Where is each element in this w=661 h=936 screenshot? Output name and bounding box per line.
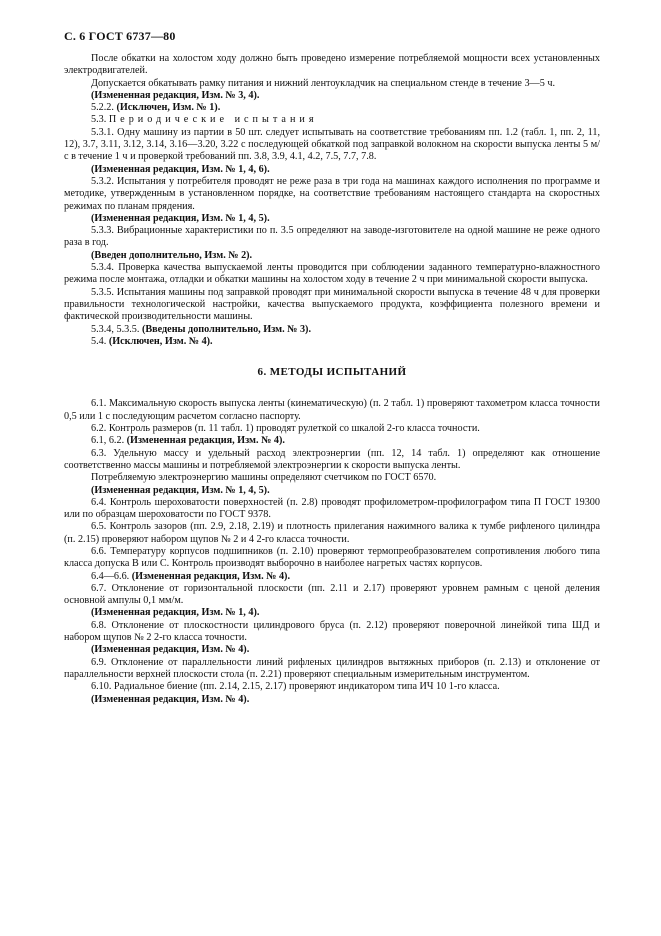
paragraph: [64, 620, 600, 645]
paragraph-text: 5.3.4, 5.3.5.: [91, 323, 142, 335]
paragraph-text: После обкатки на холостом ходу должно быть проведено измерение потребляемой мощности всех установленных электродвигателей.: [64, 53, 600, 77]
paragraph-text: 6.9. Отклонение от параллельности линий рифленых цилиндров вытяжных приборов (п. 2.13) и отклонение от параллельности верхней плоскости стола (п. 2.21) проверяют специальным измерительным инструментом.: [64, 656, 600, 680]
paragraph: [64, 607, 600, 619]
paragraph: [64, 485, 600, 497]
paragraph-text: 6.10. Радиальное биение (пп. 2.14, 2.15, 2.17) проверяют индикатором типа ИЧ 10 1-го класса.: [91, 681, 500, 693]
paragraph-text: 6.2. Контроль размеров (п. 11 табл. 1) проводят рулеткой со шкалой 2-го класса точности.: [91, 423, 480, 435]
paragraph-text: 6.1. Максимальную скорость выпуска ленты (кинематическую) (п. 2 табл. 1) проверяют тахометром класса точности 0,5 или 1 с последующим расчетом согласно паспорту.: [64, 398, 600, 422]
paragraph: [64, 336, 600, 348]
paragraph: [64, 114, 600, 126]
paragraph: [64, 423, 600, 435]
paragraph: [64, 398, 600, 423]
page-header: С. 6 ГОСТ 6737—80: [64, 29, 176, 43]
paragraph-text: 5.3.4. Проверка качества выпускаемой ленты проводится при соблюдении заданного температурно-влажностного режима после монтажа, отладки и обкатки машины на холостом ходу в течение 2 ч при минимальной скорости выпуска.: [64, 262, 600, 286]
paragraph: [64, 448, 600, 473]
paragraph: [64, 225, 600, 250]
section-5: [64, 53, 600, 348]
paragraph: [64, 435, 600, 447]
paragraph-text: 5.3.1. Одну машину из партии в 50 шт. следует испытывать на соответствие требованиям пп. 1.2 (табл. 1, пп. 2, 11, 12), 3.7, 3.11, 3.12, 3.14, 3.16—3.20, 3.22 с последующей обкаткой под заправкой волокном на скорости выпуска ленты 5 м/с в течение 1 ч и проверкой требований пп. 3.8, 3.9, 4.1, 4.2, 7.5, 7.7, 7.8.: [64, 126, 600, 163]
spaced-heading: Периодические испытания: [108, 114, 318, 126]
paragraph: [64, 546, 600, 571]
paragraph-text: 5.3.2. Испытания у потребителя проводят не реже раза в три года на машинах каждого исполнения по программе и методике, утвержденным в установленном порядке, на соответствие требованиям настоящего стандарта на скоростных режимах по планам прядения.: [64, 175, 600, 212]
section-6: [64, 398, 600, 705]
page-content: [64, 53, 600, 706]
paragraph: [64, 78, 600, 90]
paragraph-text: 6.3. Удельную массу и удельный расход электроэнергии (пп. 12, 14 табл. 1) определяют как отношение соответственно массы машины и потребляемой электроэнергии к скорости выпуска ленты.: [64, 447, 600, 471]
amendment-note: (Измененная редакция, Изм. № 1, 4, 5).: [91, 484, 270, 496]
paragraph-text: 5.3.3. Вибрационные характеристики по п. 3.5 определяют на заводе-изготовителе на одной машине не реже одного раза в год.: [64, 225, 600, 249]
amendment-note: (Измененная редакция, Изм. № 1, 4, 5).: [91, 212, 270, 224]
amendment-note: (Исключен, Изм. № 4).: [108, 335, 213, 347]
paragraph: [64, 164, 600, 176]
paragraph: [64, 657, 600, 682]
amendment-note: (Измененная редакция, Изм. № 4).: [126, 435, 285, 447]
section-6-title: 6. МЕТОДЫ ИСПЫТАНИЙ: [257, 366, 407, 379]
amendment-note: (Измененная редакция, Изм. № 4).: [91, 644, 250, 656]
paragraph: [64, 102, 600, 114]
paragraph: [64, 90, 600, 102]
paragraph-text: Потребляемую электроэнергию машины определяют счетчиком по ГОСТ 6570.: [91, 472, 437, 484]
paragraph: [64, 571, 600, 583]
amendment-note: (Измененная редакция, Изм. № 1, 4).: [91, 607, 260, 619]
paragraph: [64, 287, 600, 324]
paragraph: [64, 176, 600, 213]
paragraph: [64, 53, 600, 78]
paragraph-text: 5.2.2.: [91, 102, 117, 114]
amendment-note: (Измененная редакция, Изм. № 4).: [91, 693, 250, 705]
paragraph: [64, 644, 600, 656]
paragraph-text: 5.3.: [91, 114, 109, 126]
paragraph: [64, 324, 600, 336]
paragraph: [64, 250, 600, 262]
amendment-note: (Измененная редакция, Изм. № 3, 4).: [91, 89, 260, 101]
paragraph-text: Допускается обкатывать рамку питания и нижний лентоукладчик на специальном стенде в течение 3—5 ч.: [91, 77, 556, 89]
paragraph-text: 6.7. Отклонение от горизонтальной плоскости (пп. 2.11 и 2.17) проверяют уровнем рамным с ценой деления основной ампулы 0,1 мм/м.: [64, 582, 600, 607]
paragraph: [64, 681, 600, 693]
amendment-note: (Введен дополнительно, Изм. № 2).: [91, 249, 253, 261]
paragraph: [64, 583, 600, 608]
paragraph-text: 5.4.: [91, 335, 109, 347]
paragraph: [64, 213, 600, 225]
paragraph: [64, 521, 600, 546]
paragraph-text: 6.1, 6.2.: [91, 435, 127, 447]
paragraph: [64, 127, 600, 164]
paragraph-text: 6.8. Отклонение от плоскостности цилиндрового бруса (п. 2.12) проверяют поверочной линейкой типа ШД и набором щупов № 2 2-го класса точности.: [64, 619, 600, 644]
paragraph-text: 6.4—6.6.: [91, 570, 132, 582]
paragraph-text: 6.5. Контроль зазоров (пп. 2.9, 2.18, 2.19) и плотность прилегания нажимного валика к тумбе рифленого цилиндра (п. 2.15) проверяют набором щупов № 2 и 4 2-го класса точности.: [64, 521, 600, 545]
amendment-note: (Исключен, Изм. № 1).: [116, 102, 221, 114]
paragraph: [64, 472, 600, 484]
paragraph: [64, 497, 600, 522]
paragraph-text: 6.4. Контроль шероховатости поверхностей (п. 2.8) проводят профилометром-профилографом типа П ГОСТ 19300 или по образцам шероховатости по ГОСТ 9378.: [64, 496, 600, 521]
paragraph: [64, 262, 600, 287]
amendment-note: (Измененная редакция, Изм. № 4).: [131, 570, 290, 582]
paragraph: [64, 694, 600, 706]
paragraph-text: 5.3.5. Испытания машины под заправкой проводят при минимальной скорости выпуска в течение 48 ч для проверки правильности технологической настройки, качества выпускаемого продукта, коэффициента полезного времени и фактической производительности машины.: [64, 286, 600, 323]
amendment-note: (Измененная редакция, Изм. № 1, 4, 6).: [91, 163, 270, 175]
amendment-note: (Введены дополнительно, Изм. № 3).: [141, 323, 312, 335]
paragraph-text: 6.6. Температуру корпусов подшипников (п. 2.10) проверяют термопреобразователем сопротивления любого типа класса допуска В или С. Контроль производят выборочно в наиболее нагретых частях корпусов.: [64, 545, 600, 570]
